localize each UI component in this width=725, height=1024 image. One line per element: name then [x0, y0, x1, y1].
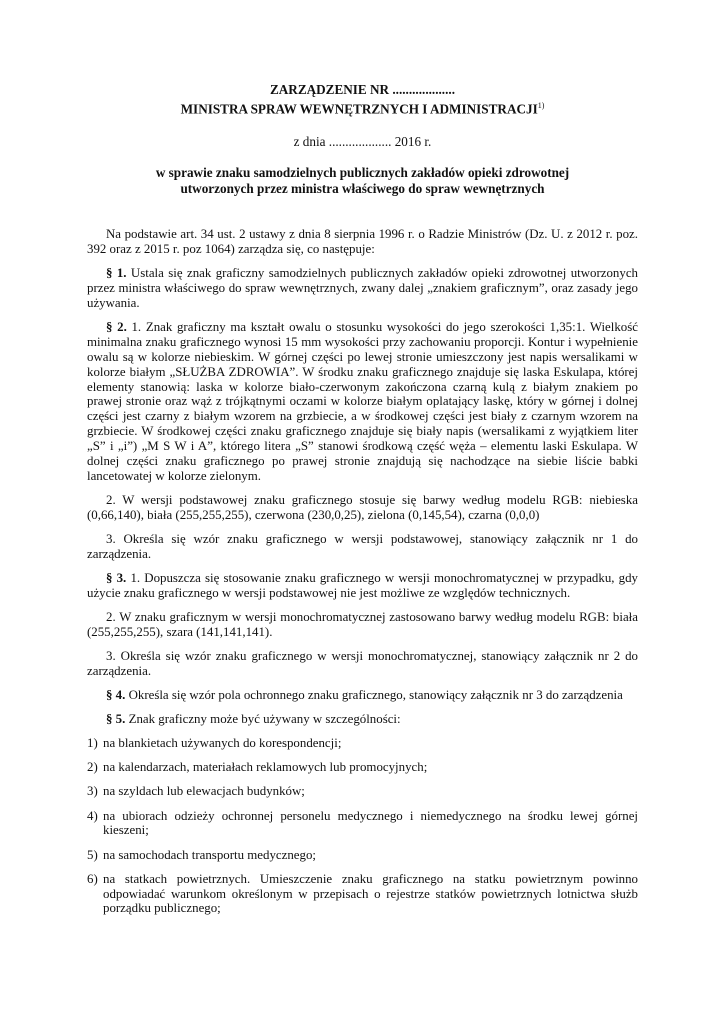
list-item-number: 6) [87, 871, 98, 886]
footnote-mark: 1) [537, 101, 545, 110]
list-item-text: na szyldach lub elewacjach budynków; [103, 784, 305, 799]
title-ministry: MINISTRA SPRAW WEWNĘTRZNYCH I ADMINISTRACJI [180, 101, 538, 117]
document-date: z dnia ................... 2016 r. [293, 134, 432, 149]
list-item-text: na kalendarzach, materiałach reklamowych lub promocyjnych; [103, 760, 428, 775]
section-1 [87, 266, 638, 311]
section-2-text: 1. Znak graficzny ma kształt owalu o stosunku wysokości do jego szerokości 1,35:1. Wielkość minimalna znaku graficznego wynosi 15 mm wysokości przy zachowaniu proporcji. Kontur i wypełnienie owalu są w kolorze niebieskim. W górnej części po lewej stronie umieszczony jest napis wersalikami w kolorze białym „SŁUŻBA ZDROWIA”. W środku znaku graficznego znajduje się laska Eskulapa, której elementy stanowią: laska w kolorze biało-czerwonym zakończona czarną kulą z białym znakiem po prawej stronie oraz wąż z trójkątnymi oczami w kolorze białym oplatający laskę, który w górnej i dolnej części jest czarny z białym wzorem na grzbiecie, a w środkowej części jest biały z czarnym wzorem na grzbiecie. W środkowej części znaku graficznego znajduje się biały napis (wersalikami z wyjątkiem liter „S” i „i”) „M S W i A”, którego litera „S” stanowi środkową część węża – elementu laski Eskulapa. W dolnej części znaku graficznego po prawej stronie znajdują się nachodzące na siebie liście babki lancetowatej w kolorze zielonym. [87, 319, 638, 483]
section-4-mark: § 4. [106, 688, 126, 703]
document-subject [0, 165, 725, 197]
section-3 [87, 571, 638, 601]
list-item-number: 4) [87, 808, 98, 823]
section-2-mark: § 2. [106, 319, 127, 334]
list-item [87, 809, 638, 839]
list-item [87, 760, 638, 775]
list-item-number: 3) [87, 784, 98, 799]
list-item [87, 784, 638, 799]
section-4 [87, 688, 638, 703]
title-line-2 [0, 98, 725, 117]
section-3-paragraph-3: 3. Określa się wzór znaku graficznego w wersji monochromatycznej, stanowiący załącznik nr 2 do zarządzenia. [87, 649, 638, 678]
section-1-mark: § 1. [106, 266, 127, 280]
list-item-text: na blankietach używanych do korespondencji; [103, 736, 342, 751]
title-line-1: ZARZĄDZENIE NR ................... [269, 82, 455, 97]
section-5-mark: § 5. [106, 712, 126, 727]
usage-list [87, 736, 638, 916]
list-item-number: 1) [87, 736, 98, 751]
list-item-number: 2) [87, 760, 98, 775]
subject-line-1: w sprawie znaku samodzielnych publicznych zakładów opieki zdrowotnej [155, 165, 570, 180]
section-5 [87, 712, 638, 727]
section-4-text: Określa się wzór pola ochronnego znaku graficznego, stanowiący załącznik nr 3 do zarządzenia [125, 688, 623, 703]
list-item-number: 5) [87, 847, 98, 862]
document-title [0, 82, 725, 117]
section-3-paragraph-2: 2. W znaku graficznym w wersji monochromatycznej zastosowano barwy według modelu RGB: biała (255,255,255), szara (141,141,141). [87, 610, 638, 639]
section-2-paragraph-3: 3. Określa się wzór znaku graficznego w wersji podstawowej, stanowiący załącznik nr 1 do zarządzenia. [87, 532, 638, 561]
list-item-text: na samochodach transportu medycznego; [103, 847, 316, 862]
list-item-text: na ubiorach odzieży ochronnej personelu medycznego i niemedycznego na środku lewej górnej kieszeni; [103, 808, 638, 838]
subject-line-2: utworzonych przez ministra właściwego do spraw wewnętrznych [180, 181, 545, 196]
section-2 [87, 320, 638, 484]
list-item [87, 848, 638, 863]
section-2-paragraph-2: 2. W wersji podstawowej znaku graficznego stosuje się barwy według modelu RGB: niebieska (0,66,140), biała (255,255,255), czerwona (230,0,25), zielona (0,145,54), czarna (0,0,0) [87, 493, 638, 522]
list-item [87, 736, 638, 751]
document-body [87, 227, 638, 926]
section-3-text: 1. Dopuszcza się stosowanie znaku graficznego w wersji monochromatycznej w przypadku, gdy użycie znaku graficznego w wersji podstawowej nie jest możliwe ze względów technicznych. [87, 571, 638, 600]
list-item-text: na statkach powietrznych. Umieszczenie znaku graficznego na statku powietrznym powinno odpowiadać warunkom określonym w przepisach o rejestrze statków powietrznych lotnictwa służb porządku publicznego; [103, 871, 638, 916]
intro-paragraph: Na podstawie art. 34 ust. 2 ustawy z dnia 8 sierpnia 1996 r. o Radzie Ministrów (Dz. U. z 2012 r. poz. 392 oraz z 2015 r. poz 1064) zarządza się, co następuje: [87, 227, 638, 256]
section-5-text: Znak graficzny może być używany w szczególności: [125, 712, 401, 727]
section-3-mark: § 3. [106, 571, 127, 586]
list-item [87, 872, 638, 917]
section-1-text: Ustala się znak graficzny samodzielnych publicznych zakładów opieki zdrowotnej utworzonych przez ministra właściwego do spraw wewnętrznych, zwany dalej „znakiem graficznym”, oraz zasady jego używania. [87, 266, 638, 310]
